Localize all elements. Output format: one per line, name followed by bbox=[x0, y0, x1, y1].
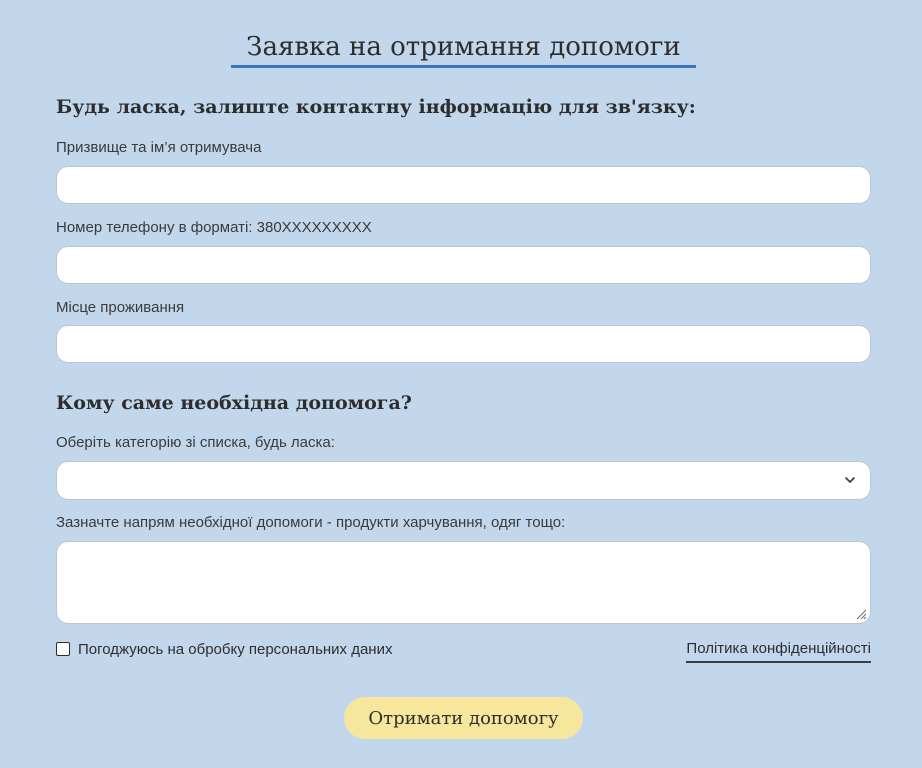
consent-checkbox[interactable] bbox=[56, 642, 70, 656]
phone-input[interactable] bbox=[56, 246, 871, 284]
residence-label: Місце проживання bbox=[56, 299, 185, 316]
chevron-down-icon bbox=[844, 474, 856, 486]
help-heading: Кому саме необхідна допомога? bbox=[56, 392, 412, 414]
phone-label: Номер телефону в форматі: 380XXXXXXXXX bbox=[56, 219, 372, 236]
direction-label: Зазначте напрям необхідної допомоги - продукти харчування, одяг тощо: bbox=[56, 514, 566, 531]
direction-textarea[interactable] bbox=[56, 541, 871, 624]
consent-label[interactable]: Погоджуюсь на обробку персональних даних bbox=[78, 640, 393, 658]
title-underline bbox=[231, 65, 696, 68]
form-title: Заявка на отримання допомоги bbox=[246, 32, 681, 62]
name-label: Призвище та ім’я отримувача bbox=[56, 139, 262, 156]
contact-heading: Будь ласка, залиште контактну інформацію для зв'язку: bbox=[56, 96, 696, 118]
submit-button[interactable]: Отримати допомогу bbox=[344, 697, 583, 739]
consent-row bbox=[56, 640, 392, 658]
privacy-policy-link[interactable]: Політика конфіденційності bbox=[686, 639, 871, 663]
category-select[interactable] bbox=[56, 461, 871, 500]
residence-input[interactable] bbox=[56, 325, 871, 363]
resize-grip-icon[interactable] bbox=[855, 608, 867, 620]
name-input[interactable] bbox=[56, 166, 871, 204]
category-label: Оберіть категорію зі списка, будь ласка: bbox=[56, 434, 335, 451]
